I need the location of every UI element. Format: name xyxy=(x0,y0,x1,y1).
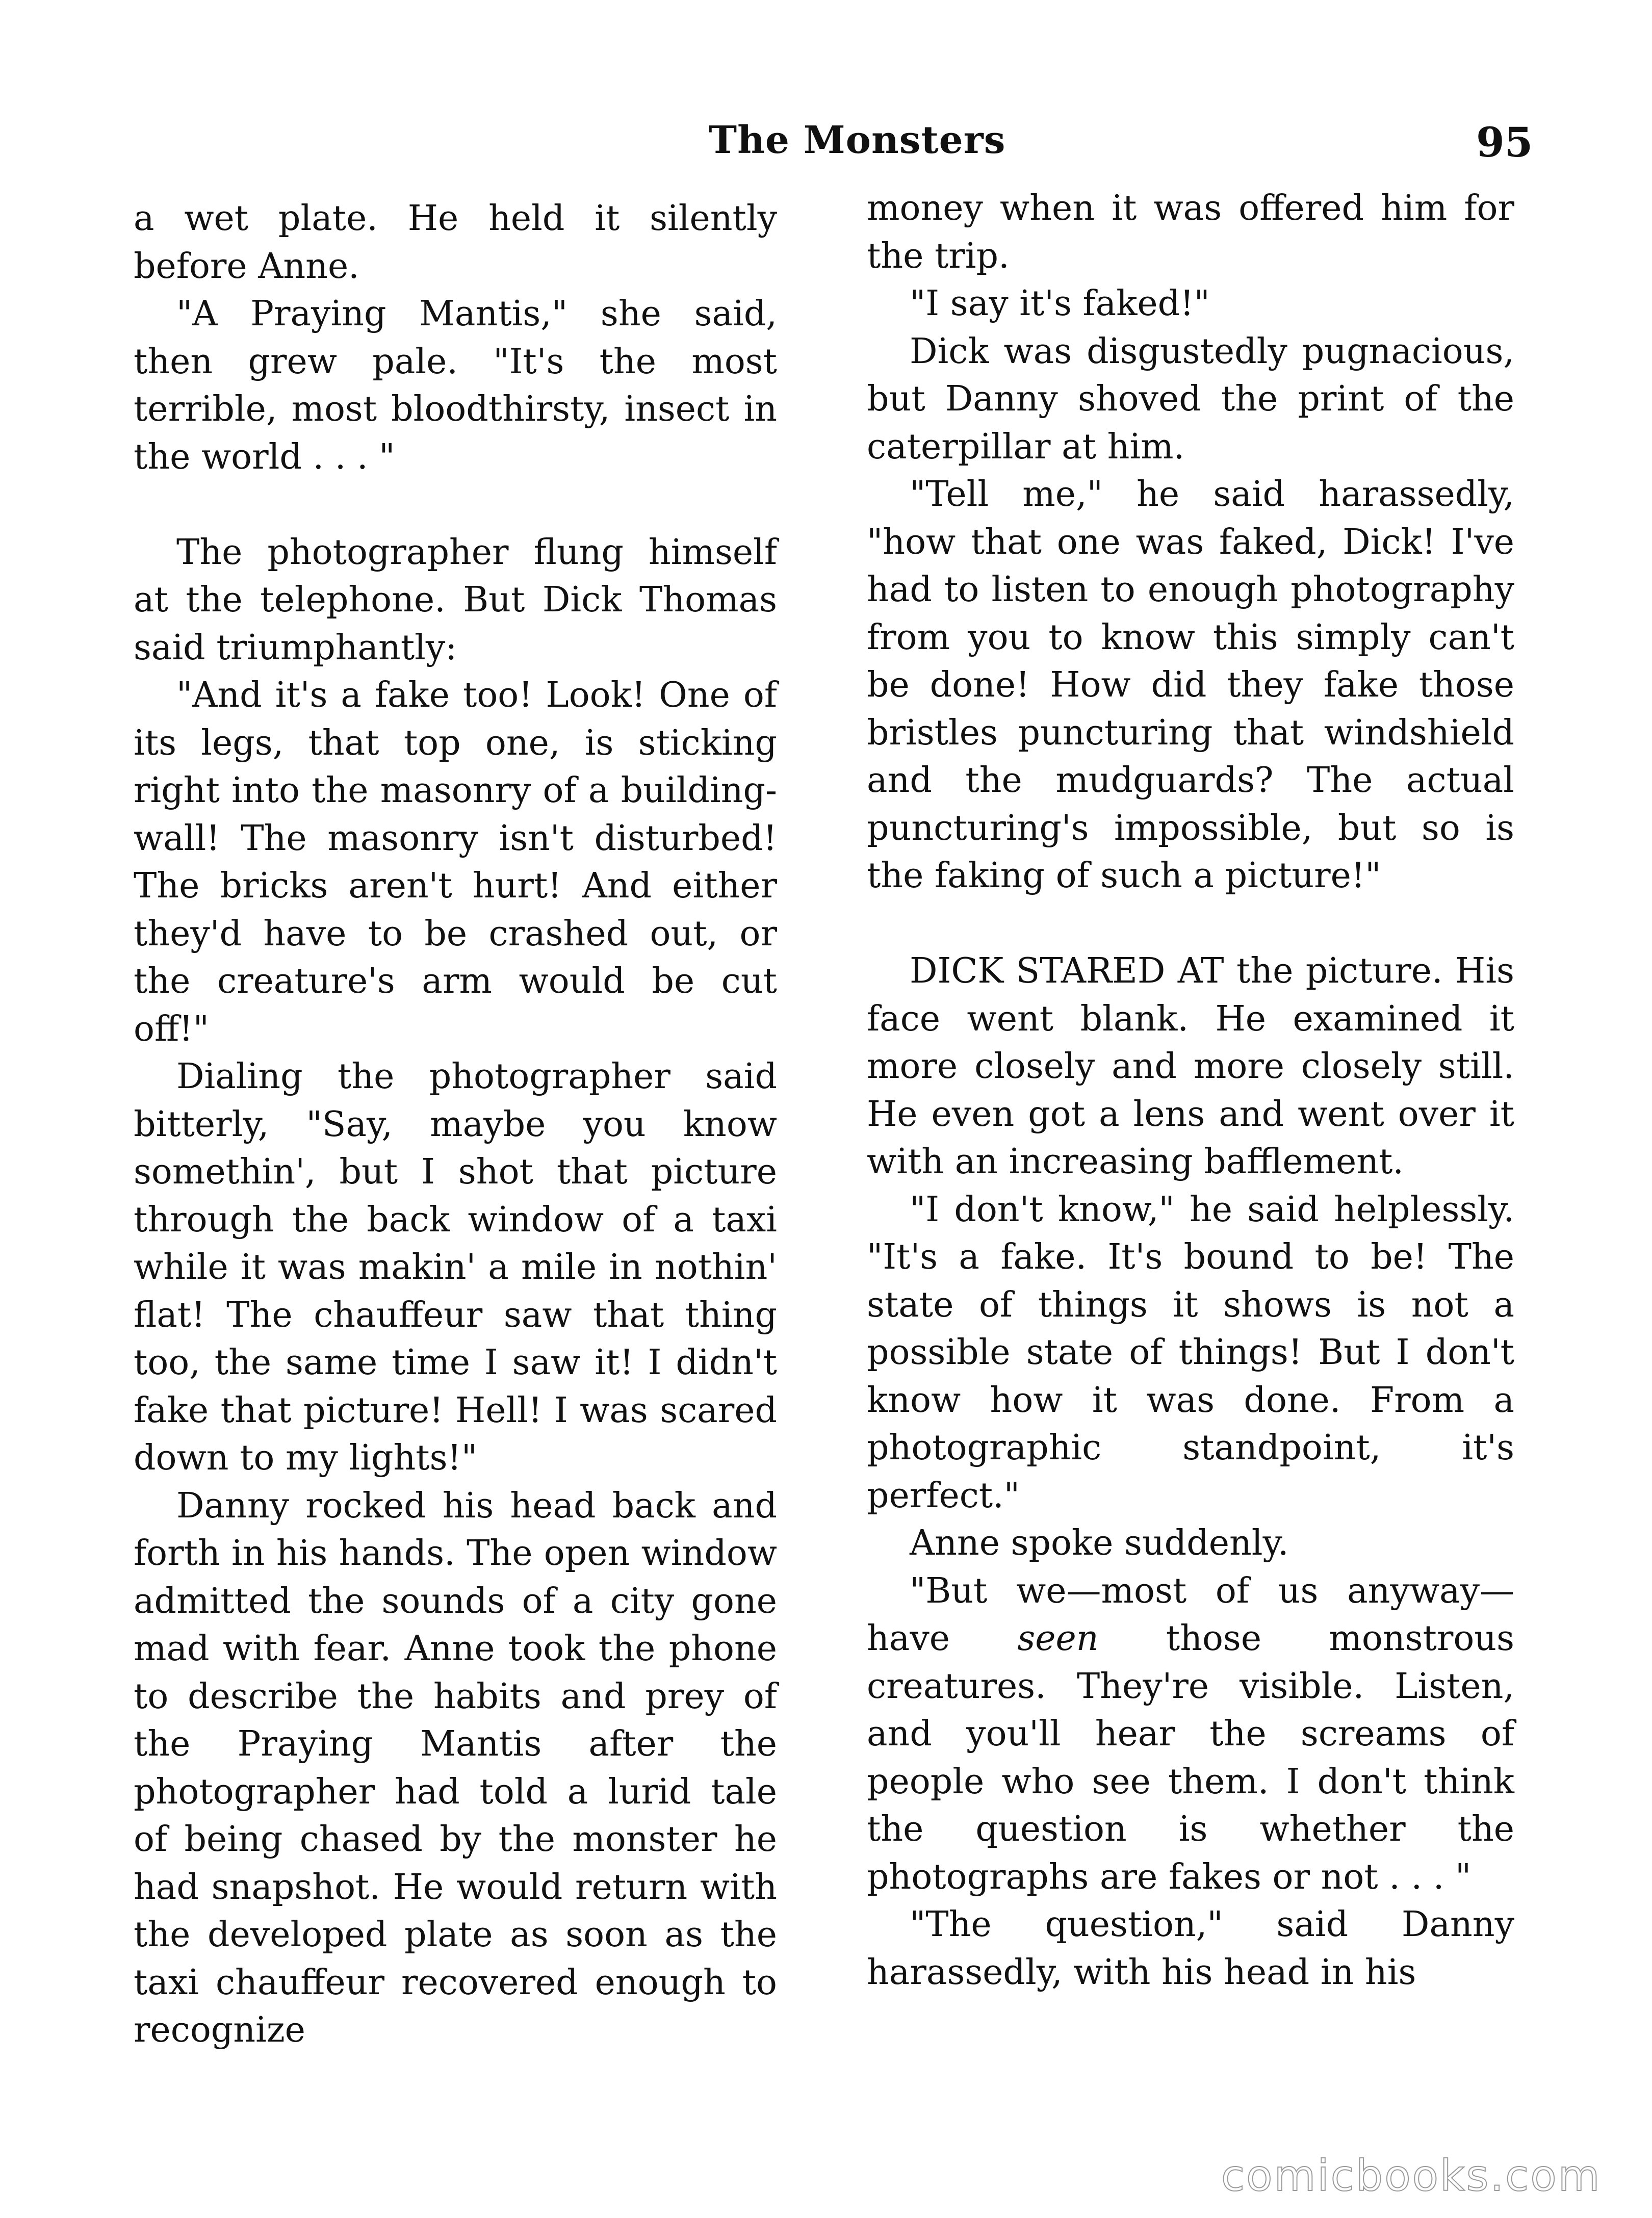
text-span: "But we—most of us anyway—have xyxy=(867,1570,1514,1659)
paragraph: "I say it's faked!" xyxy=(910,283,1210,324)
left-column xyxy=(134,195,777,2054)
paragraph: Dick was disgustedly pugnacious, but Danny shoved the print of the caterpillar at him. xyxy=(867,331,1514,467)
paragraph: Danny rocked his head back and forth in his hands. The open window admitted the sounds of a city gone mad with fear. Anne took the phone to describe the habits and prey of the Praying Mantis after the photographer had told a lurid tale of being chased by the monster he had snapshot. He would return with the developed plate as soon as the taxi chauffeur recovered enough to recognize xyxy=(134,1485,777,2050)
page-header xyxy=(0,118,1652,174)
paragraph: "Tell me," he said harassedly, "how that one was faked, Dick! I've had to listen to enough photography from you to know this simply can't be done! How did they fake those bristles puncturing that windshield and the mudguards? The actual puncturing's impossible, but so is the faking of such a picture!" xyxy=(867,474,1514,896)
paragraph: "And it's a fake too! Look! One of its legs, that top one, is sticking right into the masonry of a building-wall! The masonry isn't disturbed! The bricks aren't hurt! And either they'd have to be crashed out, or the creature's arm would be cut off!" xyxy=(134,675,777,1049)
paragraph: DICK STARED AT the picture. His face went blank. He examined it more closely and more closely still. He even got a lens and went over it with an increasing bafflement. xyxy=(867,951,1514,1182)
emphasis: seen xyxy=(1017,1618,1099,1659)
watermark: comicbooks.com xyxy=(1221,2151,1602,2201)
paragraph xyxy=(867,1567,1514,1901)
paragraph: Dialing the photographer said bitterly, "Say, maybe you know somethin', but I shot that picture through the back window of a taxi while it was makin' a mile in nothin' flat! The chauffeur saw that thing too, the same time I saw it! I didn't fake that picture! Hell! I was scared down to my lights!" xyxy=(134,1056,777,1478)
paragraph: "I don't know," he said helplessly. "It's a fake. It's bound to be! The state of things it shows is not a possible state of things! But I don't know how it was done. From a photographic standpoint, it's perfect." xyxy=(867,1189,1514,1516)
paragraph: "A Praying Mantis," she said, then grew pale. "It's the most terrible, most bloodthirsty, insect in the world . . . " xyxy=(134,294,777,477)
paragraph: The photographer flung himself at the telephone. But Dick Thomas said triumphantly: xyxy=(134,532,777,668)
paragraph: "The question," said Danny harassedly, with his head in his xyxy=(867,1904,1514,1993)
right-column xyxy=(867,185,1514,1996)
paragraph: a wet plate. He held it silently before Anne. xyxy=(134,198,777,287)
paragraph: Anne spoke suddenly. xyxy=(910,1523,1289,1563)
running-head-title: The Monsters xyxy=(709,118,1006,162)
text-span: those monstrous creatures. They're visible. Listen, and you'll hear the screams of people who see them. I don't think the question is whether the photographs are fakes or not . . . " xyxy=(867,1618,1514,1897)
paragraph: money when it was offered him for the trip. xyxy=(867,188,1514,276)
page-number: 95 xyxy=(1476,118,1533,166)
